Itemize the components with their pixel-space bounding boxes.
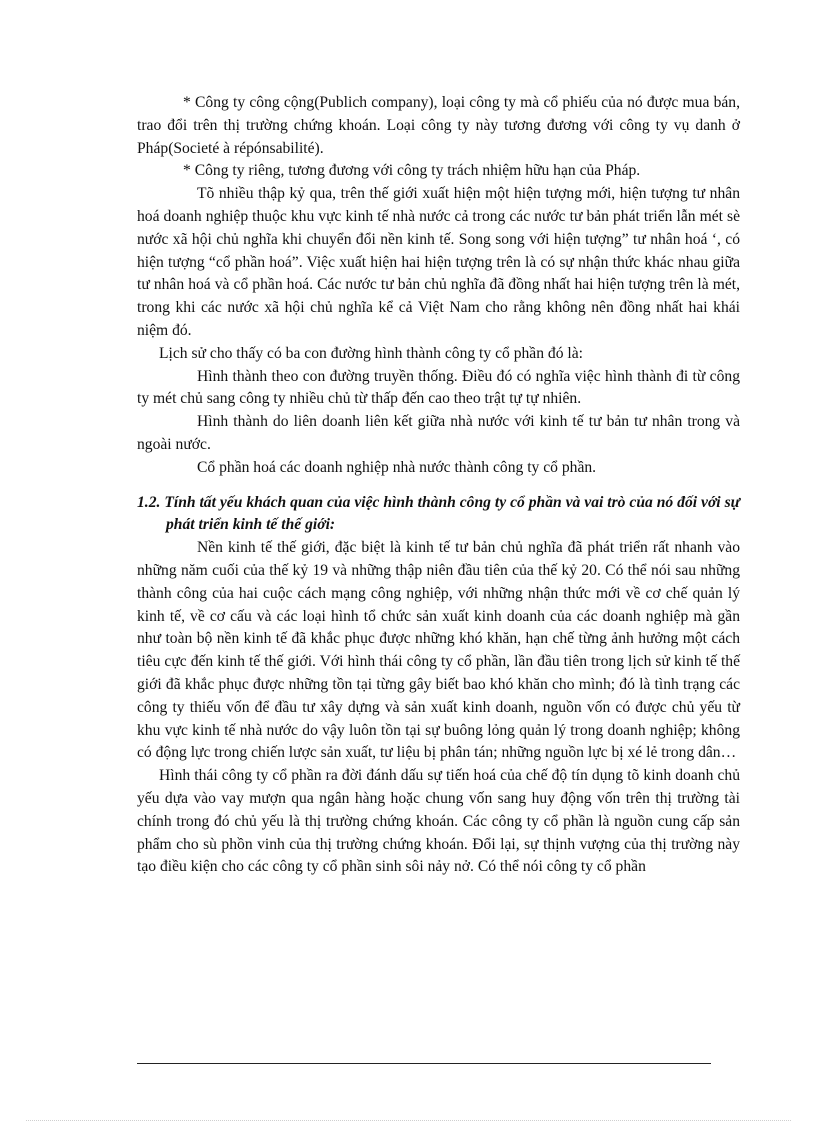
paragraph-history-intro: Lịch sử cho thấy có ba con đường hình thành công ty cổ phần đó là: — [159, 344, 583, 362]
paragraph-world-economy: Nền kinh tế thế giới, đặc biệt là kinh tế tư bản chủ nghĩa đã phát triển rất nhanh vào những năm cuối của thế kỷ 19 và những thập niên đầu tiên của thế kỷ 20. Có thể nói sau những thành công của hai cuộc cách mạng công nghiệp, với những nhận thức mới về cơ chế quản lý kinh tế, về cơ cấu và các loại hình tổ chức sản xuất kinh doanh của các doanh nghiệp mà gần như toàn bộ nền kinh tế đã khắc phục được những khó khăn, hạn chế từng ảnh hưởng một cách tiêu cực đến kinh tế thế giới. Với hình thái công ty cổ phần, lần đầu tiên trong lịch sử kinh tế thế giới đã khắc phục được những tồn tại từng gây biết bao khó khăn cho mình; đó là tình trạng các công ty thiếu vốn để đầu tư xây dựng và sản xuất kinh doanh, nguồn vốn có được chủ yếu từ khu vực kinh tế nhà nước do vậy luôn tồn tại sự buông lỏng quản lý trong doanh nghiệp; không có động lực trong chiến lược sản xuất, tư liệu bị phân tán; những nguồn lực bị xé lẻ trong dân… — [137, 539, 740, 762]
section-heading: 1.2. Tính tất yếu khách quan của việc hình thành công ty cổ phần và vai trò của nó đối với sự phát triển kinh tế thế giới: — [137, 493, 740, 534]
page-bottom-border — [26, 1120, 791, 1121]
paragraph-privatization: Tõ nhiều thập kỷ qua, trên thế giới xuất hiện một hiện tượng mới, hiện tượng tư nhân hoá doanh nghiệp thuộc khu vực kinh tế nhà nước cả trong các nước tư bản phát triển lẫn mét sè nước xã hội chủ nghĩa khi chuyển đổi nền kinh tế. Song song với hiện tượng” tư nhân hoá ‘, có hiện tượng “cổ phần hoá”. Việc xuất hiện hai hiện tượng trên là có sự nhận thức khác nhau giữa tư nhân hoá và cổ phần hoá. Các nước tư bản chủ nghĩa đã đồng nhất hai hiện tượng trên là mét, trong khi các nước xã hội chủ nghĩa kể cả Việt Nam cho rằng không nên đồng nhất hai khái niệm đó. — [137, 185, 740, 339]
paragraph-path-traditional: Hình thành theo con đường truyền thống. Điều đó có nghĩa việc hình thành đi từ công ty mét chủ sang công ty nhiều chủ từ thấp đến cao theo trật tự tự nhiên. — [137, 367, 740, 408]
page-body — [137, 92, 740, 879]
paragraph-path-equitization: Cổ phần hoá các doanh nghiệp nhà nước thành công ty cổ phần. — [197, 458, 597, 476]
paragraph-credit-evolution: Hình thái công ty cổ phần ra đời đánh dấu sự tiến hoá của chế độ tín dụng tõ kinh doanh chủ yếu dựa vào vay mượn qua ngân hàng hoặc chung vốn sang huy động vốn trên thị trường tài chính trong đó chủ yếu là thị trường chứng khoán. Các công ty cổ phần là nguồn cung cấp sản phẩm cho sù phồn vinh của thị trường chứng khoán. Đổi lại, sự thịnh vượng của thị trường này tạo điều kiện cho các công ty cổ phần sinh sôi nảy nở. Có thể nói công ty cổ phần — [137, 767, 740, 876]
paragraph-private-company: * Công ty riêng, tương đương với công ty trách nhiệm hữu hạn của Pháp. — [183, 162, 641, 180]
paragraph-public-company: * Công ty công cộng(Publich company), loại công ty mà cổ phiếu của nó được mua bán, trao đổi trên thị trường chứng khoán. Loại công ty này tương đương với công ty vụ danh ở Pháp(Societé à répónsabilité). — [137, 94, 740, 157]
footer-rule — [137, 1063, 711, 1064]
paragraph-path-joint-venture: Hình thành do liên doanh liên kết giữa nhà nước với kinh tế tư bản tư nhân trong và ngoài nước. — [137, 413, 740, 453]
